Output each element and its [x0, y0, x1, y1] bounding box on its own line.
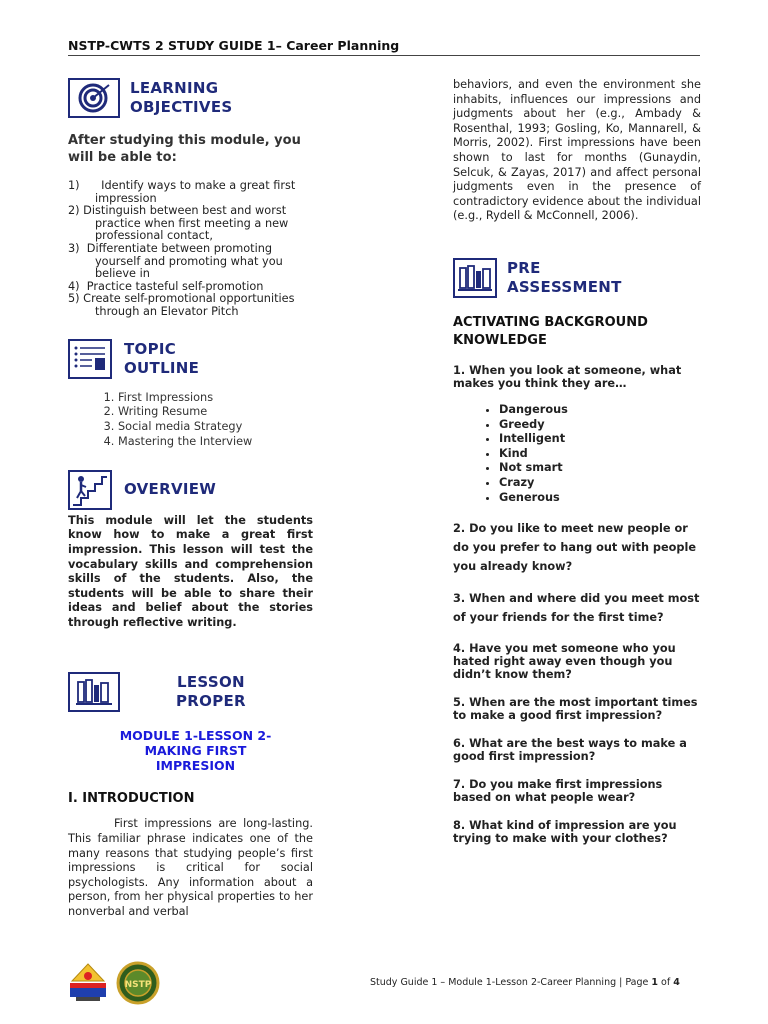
objective-item: 5) Create self-promotional opportunities through an Elevator Pitch — [68, 292, 295, 318]
background-knowledge-line-2: KNOWLEDGE — [453, 332, 547, 348]
lesson-proper-title-1: LESSON — [177, 673, 245, 692]
pre-assessment-heading — [453, 258, 701, 298]
question-7: 7. Do you make first impressions based on what people wear? — [453, 778, 663, 805]
descriptor-item: • Intelligent — [499, 432, 701, 447]
question-5: 5. When are the most important times to make a good first impression? — [453, 696, 698, 723]
topic-outline-heading — [68, 339, 313, 379]
objective-item: 4) Practice tasteful self-promotion — [68, 279, 264, 293]
objectives-list — [68, 180, 313, 319]
nstp-seal-logo — [116, 961, 160, 1005]
module-title-line-2: MAKING FIRST — [144, 743, 247, 759]
descriptor-item: • Crazy — [499, 476, 701, 491]
header-title: NSTP-CWTS 2 STUDY GUIDE 1– Career Planning — [68, 38, 400, 53]
stairs-climber-icon — [68, 470, 112, 510]
learning-objectives-heading — [68, 78, 313, 118]
page-footer — [370, 977, 680, 988]
lesson-proper-title-2: PROPER — [176, 692, 246, 711]
question-1: 1. When you look at someone, what makes you think they are… — [453, 363, 682, 391]
objective-item: 3) Differentiate between promoting yourself and promoting what you believe in — [68, 241, 283, 281]
background-knowledge-title — [453, 314, 701, 350]
bookshelf-icon — [68, 672, 120, 712]
topic-item: 2. Writing Resume — [118, 405, 313, 420]
learning-objectives-title-2: OBJECTIVES — [130, 98, 233, 116]
module-title — [68, 728, 313, 773]
descriptor-item: • Dangerous — [499, 403, 701, 418]
topic-item: 1. First Impressions — [118, 391, 313, 406]
footer-text: Study Guide 1 – Module 1-Lesson 2-Career Planning | Page — [370, 977, 652, 988]
left-column — [68, 78, 313, 920]
question-4: 4. Have you met someone who you hated right away even though you didn’t know them? — [453, 642, 676, 682]
nstp-logo-text: NSTP — [124, 980, 152, 990]
pre-assessment-title-2: ASSESSMENT — [507, 277, 622, 296]
pre-assessment-title-1: PRE — [507, 258, 541, 277]
module-title-line-3: IMPRESION — [155, 758, 236, 774]
module-title-line-1: MODULE 1-LESSON 2- — [119, 728, 272, 744]
descriptor-item: • Greedy — [499, 418, 701, 433]
topic-item: 4. Mastering the Interview — [118, 435, 313, 450]
right-column — [453, 80, 701, 845]
page-header — [68, 38, 700, 56]
objective-item: 1) Identify ways to make a great first impression — [68, 179, 296, 205]
target-icon — [68, 78, 120, 118]
introduction-title: I. INTRODUCTION — [68, 791, 195, 807]
topic-item: 3. Social media Strategy — [118, 420, 313, 435]
objective-item: 2) Distinguish between best and worst practice when first meeting a new professional contact, — [68, 204, 289, 243]
overview-text: This module will let the students know how to make a great first impression. This lesson will test the vocabulary skills and comprehension skills of the students. Also, the students will be able to share their ideas and belief about the stories through reflective writing. — [68, 513, 313, 629]
overview-title: OVERVIEW — [124, 480, 217, 499]
descriptor-item: • Not smart — [499, 461, 701, 476]
background-knowledge-line-1: ACTIVATING BACKGROUND — [453, 314, 648, 330]
learning-objectives-title-1: LEARNING — [130, 79, 219, 97]
introduction-text: First impressions are long-lasting. This familiar phrase indicates one of the many reasons that studying people’s first impressions is critical for social psychologists. Any information about a person, from her physical properties to her nonverbal and verbal — [68, 817, 313, 919]
question-2: 2. Do you like to meet new people or do you prefer to hang out with people you already know? — [453, 522, 697, 574]
overview-heading — [68, 470, 313, 510]
objectives-intro: After studying this module, you will be able to: — [68, 133, 301, 165]
descriptor-list — [453, 403, 701, 505]
lesson-proper-heading — [68, 672, 313, 712]
question-8: 8. What kind of impression are you trying to make with your clothes? — [453, 819, 677, 846]
school-seal-logo — [66, 961, 110, 1005]
question-6: 6. What are the best ways to make a good first impression? — [453, 737, 687, 764]
topic-list — [68, 391, 313, 450]
question-3: 3. When and where did you meet most of your friends for the first time? — [453, 592, 700, 625]
bookshelf-icon — [453, 258, 497, 298]
descriptor-item: • Kind — [499, 447, 701, 462]
topic-outline-title-2: OUTLINE — [124, 358, 200, 377]
page-total: 4 — [673, 977, 680, 988]
topic-outline-title-1: TOPIC — [124, 339, 177, 358]
outline-list-icon — [68, 339, 112, 379]
descriptor-item: • Generous — [499, 491, 701, 506]
page-number: 1 — [651, 977, 659, 988]
footer-of: of — [658, 977, 674, 988]
introduction-continued: behaviors, and even the environment she inhabits, influences our impressions and judgments about her (e.g., Ambady & Rosenthal, 1993; Gosling, Ko, Mannarell, & Morris, 2002). First impressions have been shown to last for months (Gunaydin, Selcuk, & Zayas, 2017) and affect personal judgments even in the presence of contradictory evidence about the individual (e.g., Rydell & McConnell, 2006). — [453, 78, 701, 223]
